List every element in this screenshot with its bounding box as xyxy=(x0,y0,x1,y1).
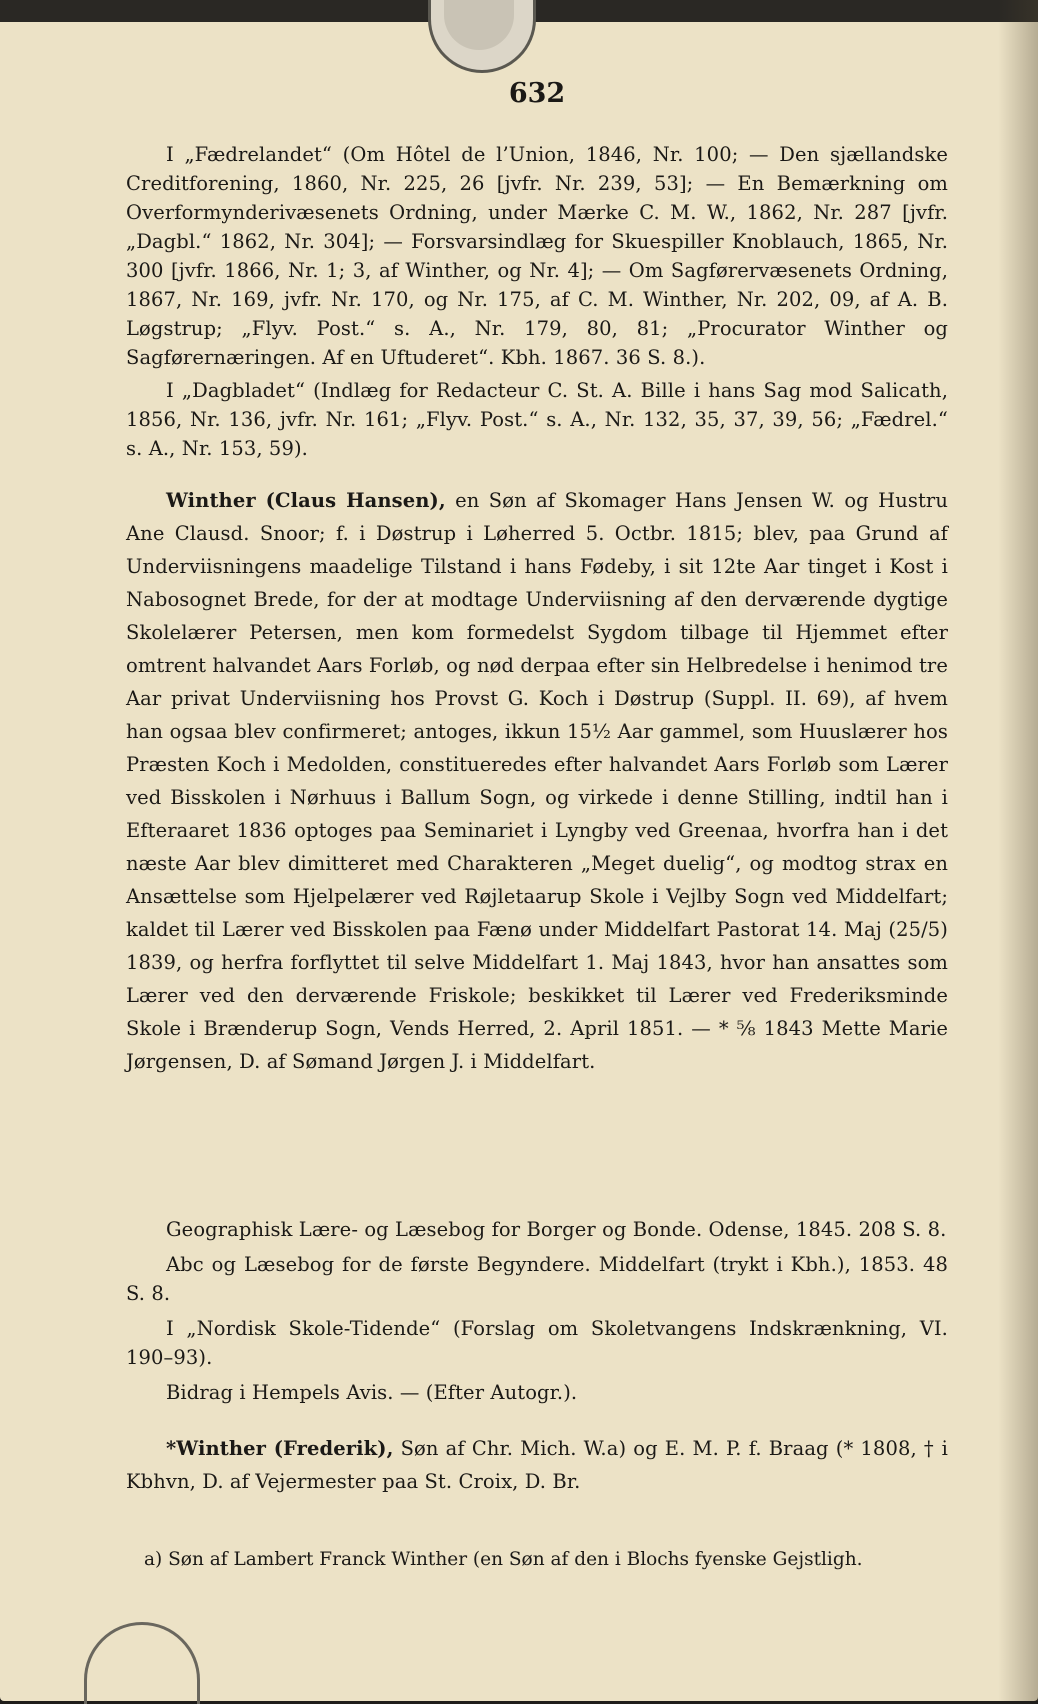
entry-heading-frederik: *Winther (Frederik), xyxy=(166,1437,394,1460)
page-edge-shadow xyxy=(998,0,1038,1701)
entry-block-frederik xyxy=(126,1432,948,1498)
biography-frederik-text: Søn af Chr. Mich. W.a) og E. M. P. f. Braag (* 1808, † i Kbhvn, D. af Vejermester paa St. Croix, D. Br. xyxy=(126,1437,948,1493)
entry-block-works xyxy=(126,1215,948,1407)
entry-block-fadrelandet xyxy=(126,140,948,463)
paragraph-dagbladet: I „Dagbladet“ (Indlæg for Redacteur C. St. A. Bille i hans Sag mod Salicath, 1856, Nr. 136, jvfr. Nr. 161; „Flyv. Post.“ s. A., Nr. 132, 35, 37, 39, 56; „Fædrel.“ s. A., Nr. 153, 59). xyxy=(126,379,948,460)
page-clip-bottom xyxy=(84,1622,200,1704)
footnote: a) Søn af Lambert Franck Winther (en Søn af den i Blochs fyenske Gejstligh. xyxy=(144,1549,863,1570)
work-geographisk: Geographisk Lære- og Læsebog for Borger og Bonde. Odense, 1845. 208 S. 8. xyxy=(166,1218,947,1241)
page-number: 632 xyxy=(508,78,566,109)
work-skole-tidende: I „Nordisk Skole-Tidende“ (Forslag om Skoletvangens Indskrænkning, VI. 190–93). xyxy=(126,1317,948,1369)
entry-block-claus-hansen xyxy=(126,484,948,1078)
entry-heading-claus-hansen: Winther (Claus Hansen), xyxy=(166,489,446,512)
biography-claus-hansen xyxy=(126,484,948,1078)
paragraph-faedrelandet: I „Fædrelandet“ (Om Hôtel de l’Union, 1846, Nr. 100; — Den sjællandske Creditforening, 1860, Nr. 225, 26 [jvfr. Nr. 239, 53]; — En Bemærkning om Overformynderivæsenets Ordning, under Mærke C. M. W., 1862, Nr. 287 [jvfr. „Dagbl.“ 1862, Nr. 304]; — Forsvarsindlæg for Skuespiller Knoblauch, 1865, Nr. 300 [jvfr. 1866, Nr. 1; 3, af Winther, og Nr. 4]; — Om Sagførervæsenets Ordning, 1867, Nr. 169, jvfr. Nr. 170, og Nr. 175, af C. M. Winther, Nr. 202, 09, af A. B. Løgstrup; „Flyv. Post.“ s. A., Nr. 179, 80, 81; „Procurator Winther og Sagførernæringen. Af en Uftuderet“. Kbh. 1867. 36 S. 8.). xyxy=(126,143,948,369)
work-hempels-avis: Bidrag i Hempels Avis. — (Efter Autogr.). xyxy=(166,1381,578,1404)
work-abc: Abc og Læsebog for de første Begyndere. Middelfart (trykt i Kbh.), 1853. 48 S. 8. xyxy=(126,1253,948,1305)
biography-frederik xyxy=(126,1432,948,1498)
biography-text: en Søn af Skomager Hans Jensen W. og Hustru Ane Clausd. Snoor; f. i Døstrup i Løherred 5. Octbr. 1815; blev, paa Grund af Underviisningens maadelige Tilstand i hans Fødeby, i sit 12te Aar tinget i Kost i Nabosognet Brede, for der at modtage Underviisning af den derværende dygtige Skolelærer Petersen, men kom formedelst Sygdom tilbage til Hjemmet efter omtrent halvandet Aars Forløb, og nød derpaa efter sin Helbredelse i henimod tre Aar privat Underviisning hos Provst G. Koch i Døstrup (Suppl. II. 69), af hvem han ogsaa blev confirmeret; antoges, ikkun 15½ Aar gammel, som Huuslærer hos Præsten Koch i Medolden, constitueredes efter halvandet Aars Forløb som Lærer ved Bisskolen i Nørhuus i Ballum Sogn, og virkede i denne Stilling, indtil han i Efteraaret 1836 optoges paa Seminariet i Lyngby ved Greenaa, hvorfra han i det næste Aar blev dimitteret med Charakteren „Meget duelig“, og modtog strax en Ansættelse som Hjelpelærer ved Røjletaarup Skole i Vejlby Sogn ved Middelfart; kaldet til Lærer ved Bisskolen paa Fænø under Middelfart Pastorat 14. Maj (25/5) 1839, og herfra forflyttet til selve Middelfart 1. Maj 1843, hvor han ansattes som Lærer ved den derværende Friskole; beskikket til Lærer ved Frederiksminde Skole i Brænderup Sogn, Vends Herred, 2. April 1851. — * ⅝ 1843 Mette Marie Jørgensen, D. af Sømand Jørgen J. i Middelfart. xyxy=(126,489,948,1073)
